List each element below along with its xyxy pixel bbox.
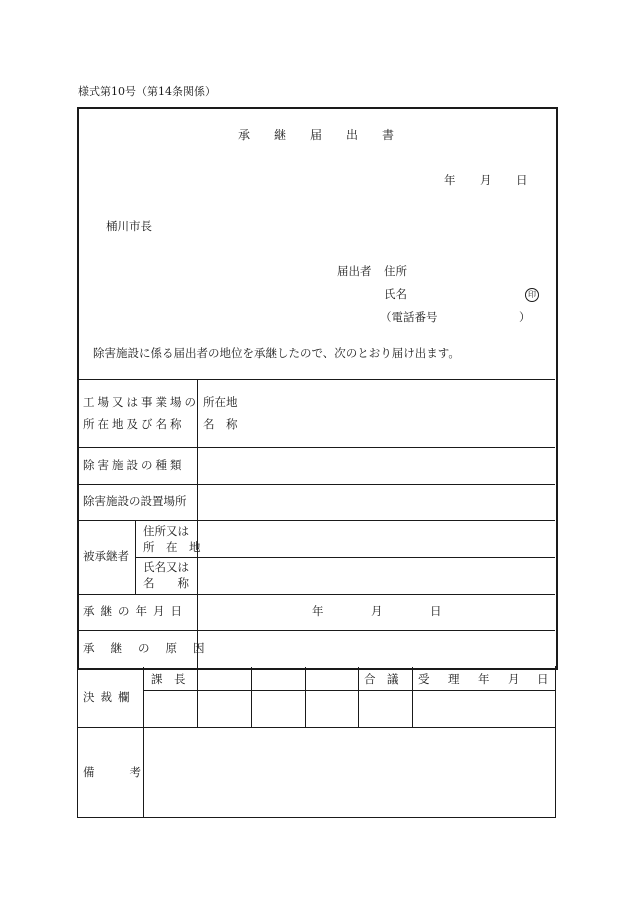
succession-date-month: 月: [371, 604, 383, 618]
approval-column: [197, 667, 198, 727]
row-divider: [78, 379, 555, 380]
approval-column: [305, 667, 306, 727]
received-label: 理: [448, 672, 460, 686]
successor-label: 被承継者: [83, 549, 129, 563]
row-divider: [78, 594, 555, 595]
title-char: 書: [382, 128, 395, 142]
approval-divider: [78, 727, 555, 728]
facility-location-label: 除害施設の設置場所: [83, 494, 187, 508]
label-column-divider: [197, 379, 198, 667]
title-char: 届: [310, 128, 323, 142]
addressee: 桶川市長: [106, 219, 152, 233]
successor-column-divider: [135, 520, 136, 594]
consultation-label: 合 議: [364, 672, 399, 686]
received-label: 月: [508, 672, 520, 686]
intro-text: 除害施設に係る届出者の地位を承継したので、次のとおり届け出ます。: [93, 346, 460, 360]
row-divider: [78, 630, 555, 631]
approval-column: [251, 667, 252, 727]
factory-name-label: 名 称: [203, 417, 238, 431]
remarks-label: 備 考: [83, 765, 145, 779]
date-day: 日: [516, 173, 528, 187]
title-char: 出: [346, 128, 359, 142]
received-label: 年: [478, 672, 490, 686]
received-label: 受: [418, 672, 430, 686]
row-divider: [135, 557, 555, 558]
section-chief-label: 課 長: [151, 672, 186, 686]
form-number-label: 様式第10号（第14条関係）: [78, 85, 216, 98]
notifier-phone-open: （電話番号: [380, 310, 438, 324]
facility-type-label: 除害施設の種類: [83, 458, 185, 472]
successor-name-label: 名 称: [143, 576, 189, 590]
row-divider: [78, 520, 555, 521]
successor-address-label: 住所又は: [143, 524, 189, 538]
title-char: 承: [238, 128, 251, 142]
notifier-phone-close: ）: [519, 310, 531, 324]
row-divider: [78, 484, 555, 485]
notifier-address-label: 住所: [384, 264, 407, 278]
notifier-label: 届出者: [337, 264, 372, 278]
succession-date-day: 日: [430, 604, 442, 618]
received-label: 日: [537, 672, 549, 686]
succession-date-year: 年: [312, 604, 324, 618]
successor-address-label: 所 在 地: [143, 540, 201, 554]
approval-divider: [143, 690, 555, 691]
factory-label: 工場又は事業場の: [83, 395, 199, 409]
succession-date-label: 承継の年月日: [83, 604, 188, 618]
approval-column: [143, 667, 144, 817]
succession-cause-label: 承継の原因: [83, 641, 221, 655]
approval-column: [412, 667, 413, 727]
approval-label: 決裁欄: [83, 690, 136, 704]
date-year: 年: [444, 173, 456, 187]
factory-location-label: 所在地: [203, 395, 238, 409]
approval-column: [358, 667, 359, 727]
approval-frame: [77, 666, 556, 818]
factory-label: 所在地及び名称: [83, 417, 185, 431]
date-month: 月: [480, 173, 492, 187]
row-divider: [78, 447, 555, 448]
successor-name-label: 氏名又は: [143, 560, 189, 574]
seal-mark: 印: [525, 288, 539, 302]
title-char: 継: [274, 128, 287, 142]
notifier-name-label: 氏名: [384, 287, 407, 301]
